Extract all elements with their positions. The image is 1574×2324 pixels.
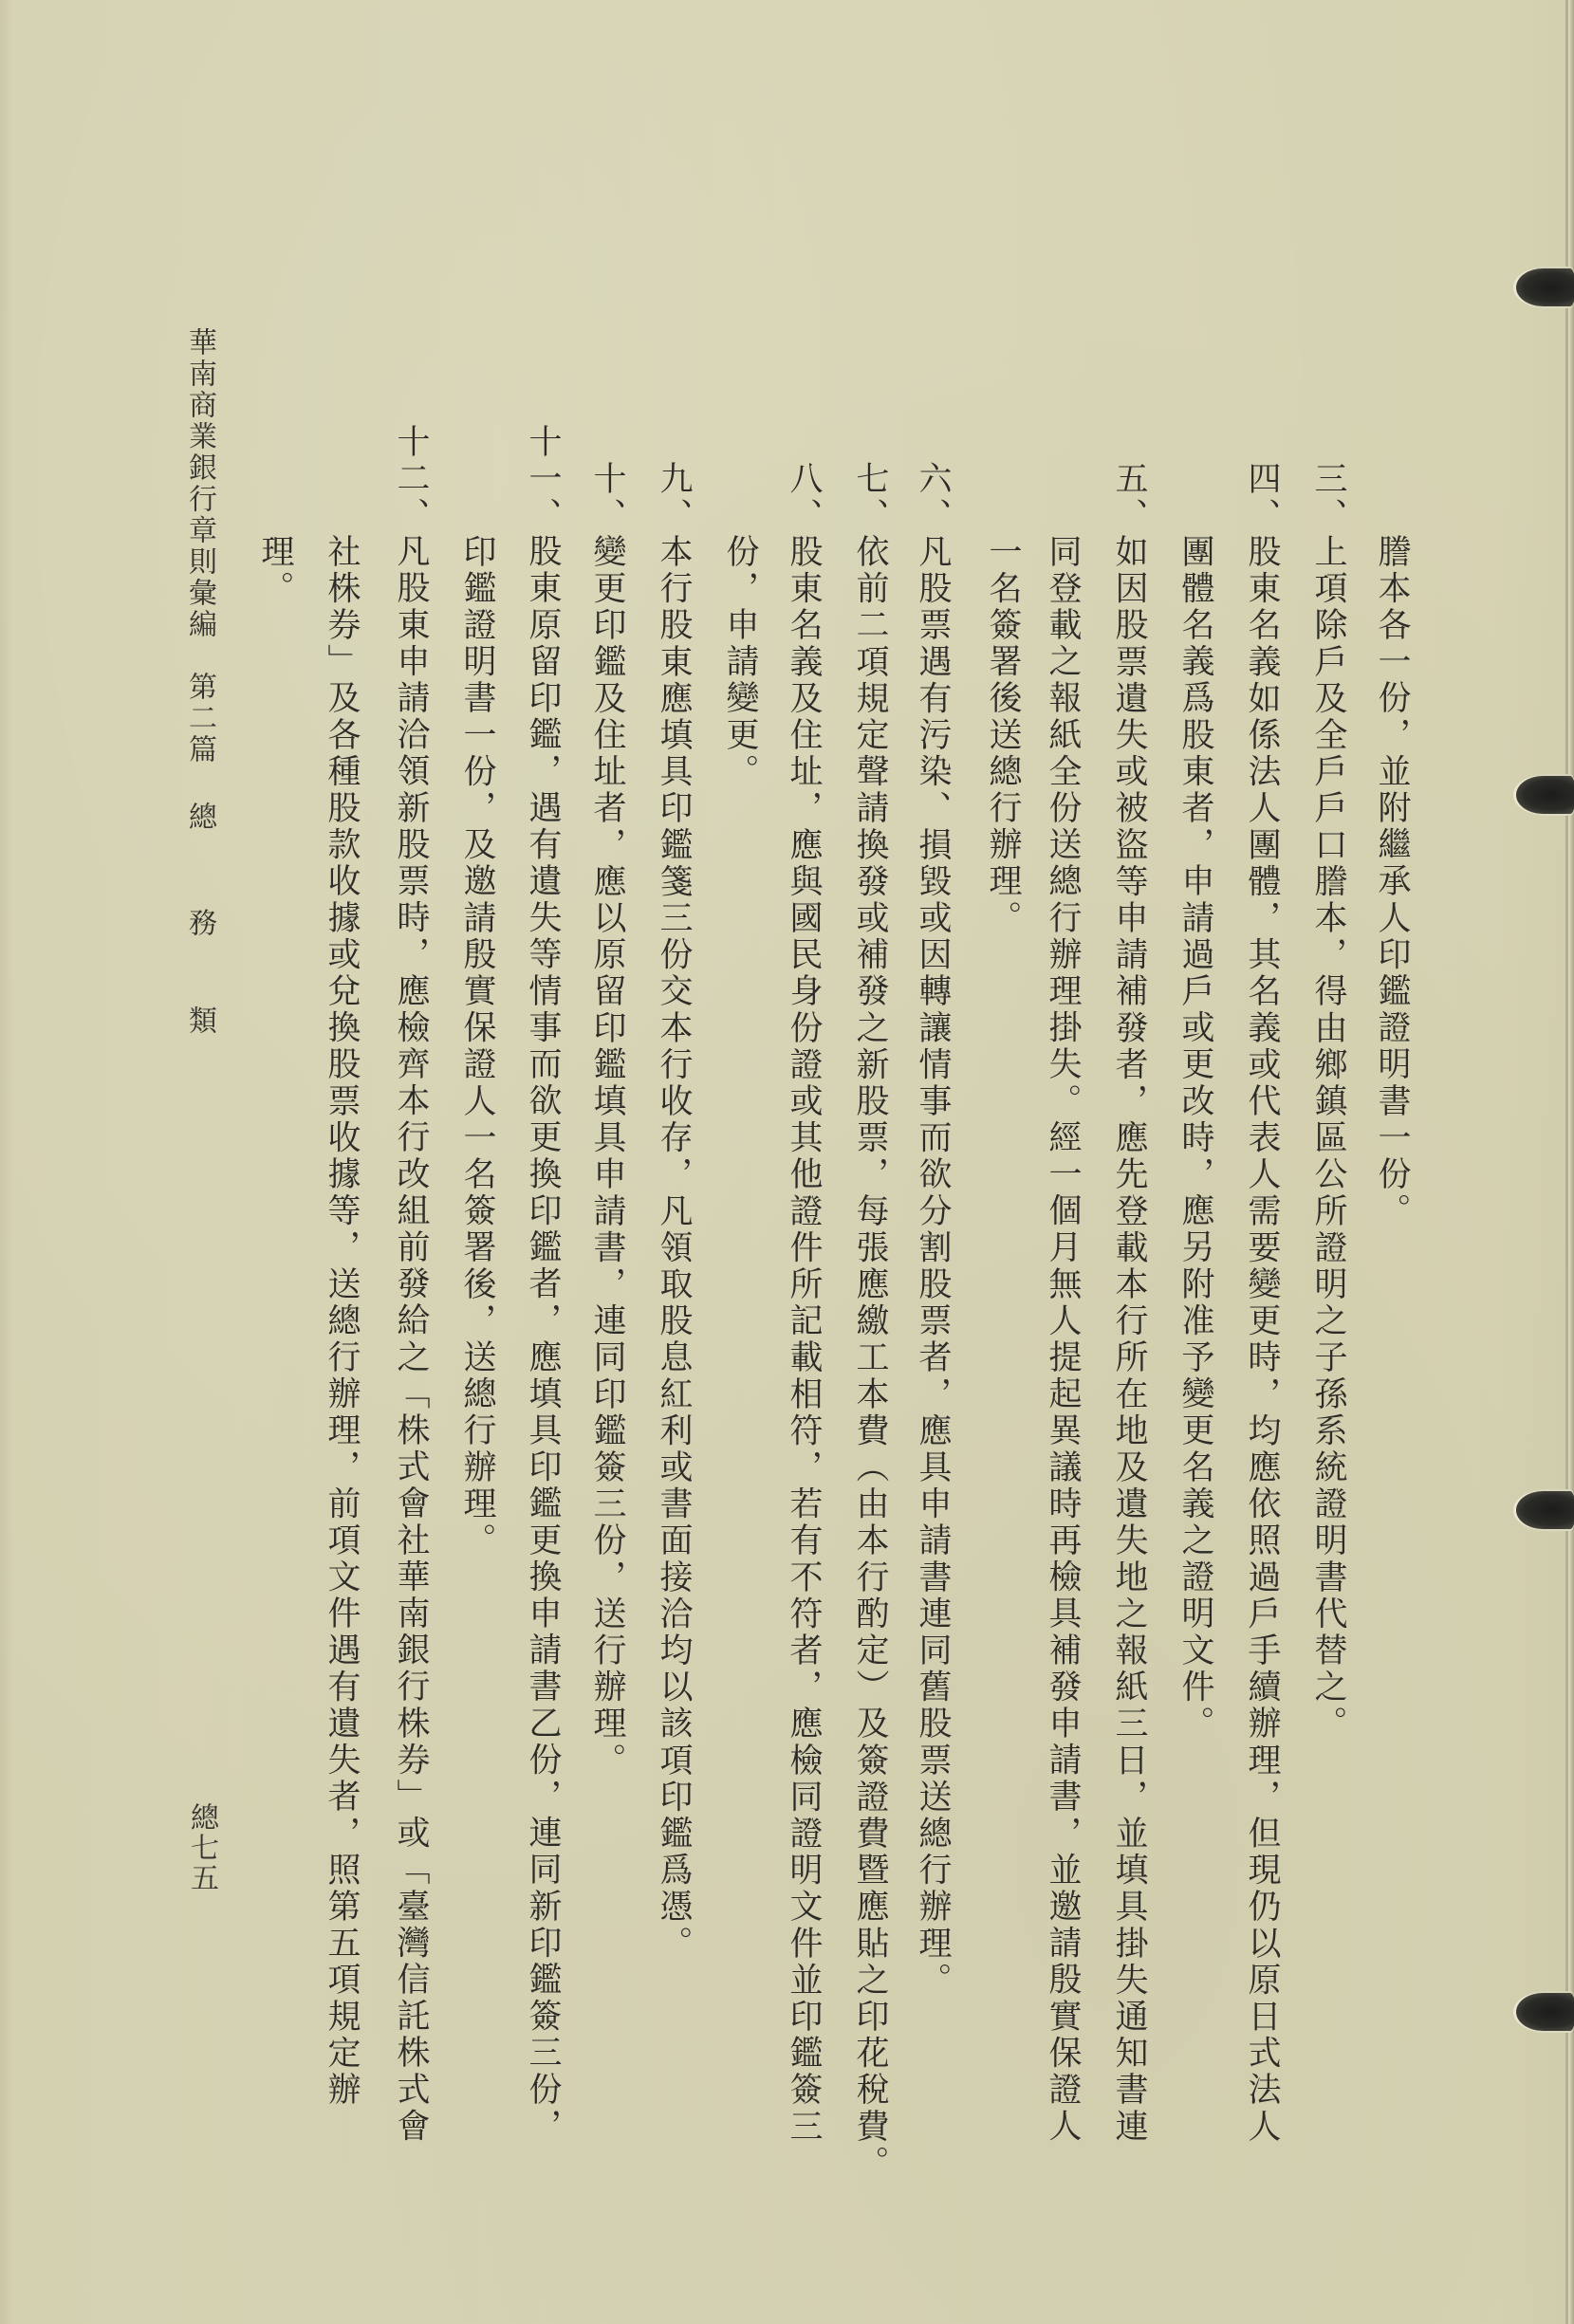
- binding-hole-icon: [1516, 776, 1574, 814]
- column-text: 謄本各一份，並附繼承人印鑑證明書一份。: [1373, 534, 1411, 1230]
- article-marker: 九、: [655, 461, 693, 535]
- column-text: 如因股票遺失或被盜等申請補發者，應先登載本行所在地及遺失地之報紙三日，並填具掛失通知書連: [1110, 534, 1148, 2146]
- article-6: [914, 461, 952, 1999]
- running-head-category-2: 務: [183, 908, 216, 939]
- column-text: 本行股東應填具印鑑箋三份交本行收存，凡領取股息紅利或書面接洽均以該項印鑑爲憑。: [655, 534, 693, 1963]
- column-text: 印鑑證明書一份，及邀請殷實保證人一名簽署後，送總行辦理。: [458, 534, 496, 1559]
- article-marker: 三、: [1309, 461, 1347, 535]
- article-12-continuation-1: [323, 534, 361, 2109]
- article-marker: 五、: [1110, 461, 1148, 535]
- page-number: 總七五: [185, 1802, 218, 1893]
- running-head-category-1: 總: [183, 802, 216, 833]
- column-text: 理。: [256, 534, 294, 608]
- article-3: [1309, 461, 1347, 1743]
- running-head-book-title: 華南商業銀行章則彙編: [183, 327, 216, 640]
- column-text: 團體名義爲股東者，申請過戶或更改時，應另附准予變更名義之證明文件。: [1176, 534, 1214, 1743]
- article-4: [1243, 461, 1281, 2146]
- article-marker: 七、: [851, 461, 889, 535]
- article-12: [392, 424, 430, 2145]
- column-text: 股東原留印鑑，遇有遺失等情事而欲更換印鑑者，應填具印鑑更換申請書乙份，連同新印鑑簽三份，: [524, 533, 562, 2146]
- article-11: [524, 424, 562, 2145]
- column-text: 同登載之報紙全份送總行辦理掛失。經一個月無人提起異議時再檢具補發申請書，並邀請殷實保證人: [1044, 534, 1082, 2146]
- article-marker: 十一、: [524, 424, 562, 534]
- article-5: [1110, 461, 1148, 2146]
- page-edge-strip: [1568, 0, 1574, 2324]
- column-text: 凡股票遇有污染、損毀或因轉讓情事而欲分割股票者，應具申請書連同舊股票送總行辦理。: [914, 534, 952, 2000]
- text-column-continuation-item-2: [1373, 534, 1411, 1229]
- article-10: [588, 461, 626, 1780]
- article-8-continuation: [721, 534, 759, 790]
- column-text: 變更印鑑及住址者，應以原留印鑑填具申請書，連同印鑑簽三份，送行辦理。: [588, 534, 626, 1780]
- column-text: 社株券」及各種股款收據或兌換股票收據等，送總行辦理，前項文件遇有遺失者，照第五項規定辦: [323, 534, 361, 2109]
- article-12-continuation-2: [256, 534, 294, 607]
- article-5-continuation-1: [1044, 534, 1082, 2145]
- column-text: 份，申請變更。: [721, 534, 759, 791]
- article-11-continuation: [458, 534, 496, 1559]
- article-8: [785, 461, 823, 2146]
- article-marker: 四、: [1243, 461, 1281, 535]
- article-marker: 十、: [588, 461, 626, 535]
- running-head-category-3: 類: [183, 1005, 216, 1037]
- column-text: 股東名義如係法人團體，其名義或代表人需要變更時，均應依照過戶手續辦理，但現仍以原日式法人: [1243, 534, 1281, 2146]
- article-marker: 八、: [785, 461, 823, 535]
- column-text: 一名簽署後送總行辦理。: [984, 534, 1022, 937]
- article-7: [851, 461, 889, 2182]
- article-marker: 六、: [914, 461, 952, 535]
- binding-hole-icon: [1516, 1993, 1574, 2031]
- column-text: 上項除戶及全戶戶口謄本，得由鄉鎮區公所證明之子孫系統證明書代替之。: [1309, 534, 1347, 1743]
- column-text: 凡股東申請洽領新股票時，應檢齊本行改組前發給之「株式會社華南銀行株券」或「臺灣信託株式會: [392, 533, 430, 2146]
- article-marker: 十二、: [392, 424, 430, 534]
- column-text: 依前二項規定聲請換發或補發之新股票，每張應繳工本費（由本行酌定）及簽證費暨應貼之印花稅費。: [851, 534, 889, 2183]
- article-4-continuation: [1176, 534, 1214, 1743]
- binding-hole-icon: [1516, 268, 1574, 306]
- article-9: [655, 461, 693, 1963]
- running-head-part: 第二篇: [183, 672, 216, 765]
- binding-hole-icon: [1516, 1491, 1574, 1529]
- article-5-continuation-2: [984, 534, 1022, 937]
- column-text: 股東名義及住址，應與國民身份證或其他證件所記載相符，若有不符者，應檢同證明文件並印鑑簽三: [785, 534, 823, 2146]
